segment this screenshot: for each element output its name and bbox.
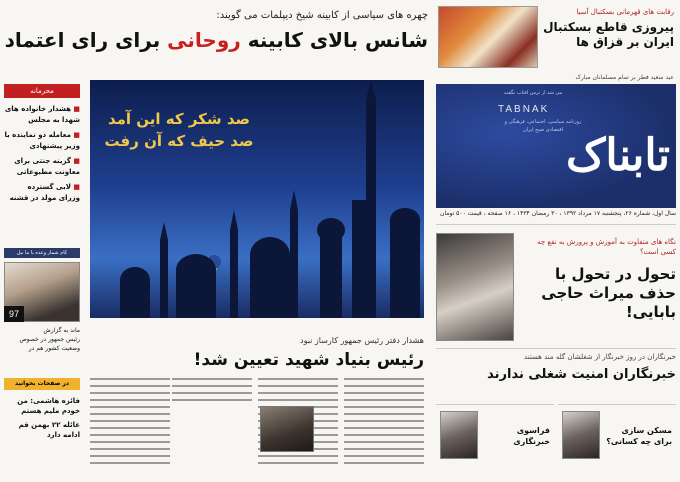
list-item[interactable]: غائله ۲۲ بهمن قم ادامه دارد: [18, 421, 80, 439]
countdown-line: رئیس جمهور در خصوص وضعیت کشور هم در: [19, 336, 80, 352]
lead-headline[interactable]: [4, 28, 428, 52]
martyr-foundation-headline[interactable]: رئیس بنیاد شهید تعیین شد!: [193, 350, 424, 370]
journalists-story[interactable]: [436, 348, 676, 400]
sport-headline: پیروزی قاطع بسکتبال ایران بر قزاق ها: [543, 20, 674, 49]
list-item-text: معامله دو نماینده با وزیر پیشنهادی: [4, 131, 80, 150]
masthead-logo: تابناک: [566, 130, 670, 181]
journalists-kicker: خبرنگاران در روز خبرنگار از شغلشان گله مند هستند: [524, 353, 676, 361]
text-column: [172, 378, 252, 478]
confidential-list: [4, 104, 80, 208]
ramadan-illustration: [90, 80, 424, 318]
housing-teaser[interactable]: [558, 404, 676, 482]
countdown-line: ماند به گزارش: [43, 327, 80, 334]
education-kicker: نگاه های متفاوت به آموزش و پرورش به نفع چه کسی است؟: [537, 238, 676, 256]
masthead-subtitle: روزنامه سیاسی، اجتماعی، فرهنگی و اقتصادی صبح ایران: [504, 119, 582, 133]
list-item-text: هشدار خانواده های شهدا به مجلس: [4, 105, 80, 124]
masthead-tagline: می شد از ترس افتاب نگفت: [503, 90, 563, 96]
countdown-label: کام شمار وعده با ما نیل: [4, 248, 80, 258]
official-photo: [260, 406, 314, 452]
left-column: [0, 0, 84, 482]
list-item-text: گزینه جنتی برای معاونت مطبوعاتی: [14, 157, 80, 176]
list-item[interactable]: ■ هشدار خانواده های شهدا به مجلس: [4, 105, 80, 124]
lead-kicker: چهره های سیاسی از کابینه شیخ دیپلمات می گویند:: [216, 10, 428, 21]
martyr-foundation-kicker: هشدار دفتر رئیس جمهور کارساز نبود: [300, 336, 424, 345]
journalists-headline: خبرنگاران امنیت شغلی ندارند: [487, 367, 676, 382]
day-counter: 97: [4, 306, 24, 322]
portrait-photo: [436, 233, 514, 341]
list-item[interactable]: فائزه هاشمی: من خودم ملیم هستم: [17, 397, 80, 415]
housing-photo: [562, 411, 600, 459]
text-column: [344, 378, 424, 478]
eid-greeting: عید سعید فطر بر تمام مسلمانان مبارک: [575, 74, 674, 81]
lead-headline-part-3: برای رای اعتماد: [4, 28, 168, 52]
list-item[interactable]: ■ لابی گسترده وزرای مولد در قشنه: [9, 183, 80, 202]
countdown-text: [4, 326, 80, 353]
list-item[interactable]: ■ گزینه جنتی برای معاونت مطبوعاتی: [14, 157, 80, 176]
confidential-header: محرمانه: [4, 84, 80, 98]
ramadan-caption: [104, 108, 254, 152]
journalism-teaser[interactable]: [436, 404, 554, 482]
sport-story[interactable]: [438, 6, 674, 81]
education-story[interactable]: [436, 224, 676, 342]
masthead: [436, 84, 676, 208]
issue-info: سال اول، شماره ۲۶، پنجشنبه ۱۷ مرداد ۱۳۹۲ ، ۳۰ رمضان ۱۴۳۴ ، ۱۶ صفحه ، قیمت ۵۰۰ تومان: [440, 210, 676, 217]
masthead-latin-name: TABNAK: [498, 104, 550, 115]
journalism-photo: [440, 411, 478, 459]
basketball-photo: [438, 6, 538, 68]
text-column: [90, 378, 170, 478]
journalism-title: فراسوی خبرنگاری: [513, 426, 550, 446]
housing-title: مسکن سازی برای چه کسانی؟: [606, 426, 672, 446]
list-item-text: لابی گسترده وزرای مولد در قشنه: [9, 183, 80, 202]
ramadan-caption-line-1: صد شکر که این آمد: [107, 110, 251, 128]
article-body: [90, 378, 424, 478]
ramadan-caption-line-2: صد حیف که آن رفت: [104, 132, 254, 150]
lead-headline-part-1: شانس بالای کابینه: [240, 28, 428, 52]
lead-headline-highlight: روحانی: [167, 28, 241, 52]
list-item[interactable]: ■ معامله دو نماینده با وزیر پیشنهادی: [4, 131, 80, 150]
right-column: [432, 0, 680, 482]
inside-pages-header: در صفحات بخوانید: [4, 378, 80, 390]
inside-pages-list: [4, 396, 80, 444]
sport-kicker: رقابت های قهرمانی بسکتبال آسیا: [576, 8, 674, 16]
education-headline: تحول در تحول با حذف میراث حاجی بابایی!: [541, 265, 676, 321]
